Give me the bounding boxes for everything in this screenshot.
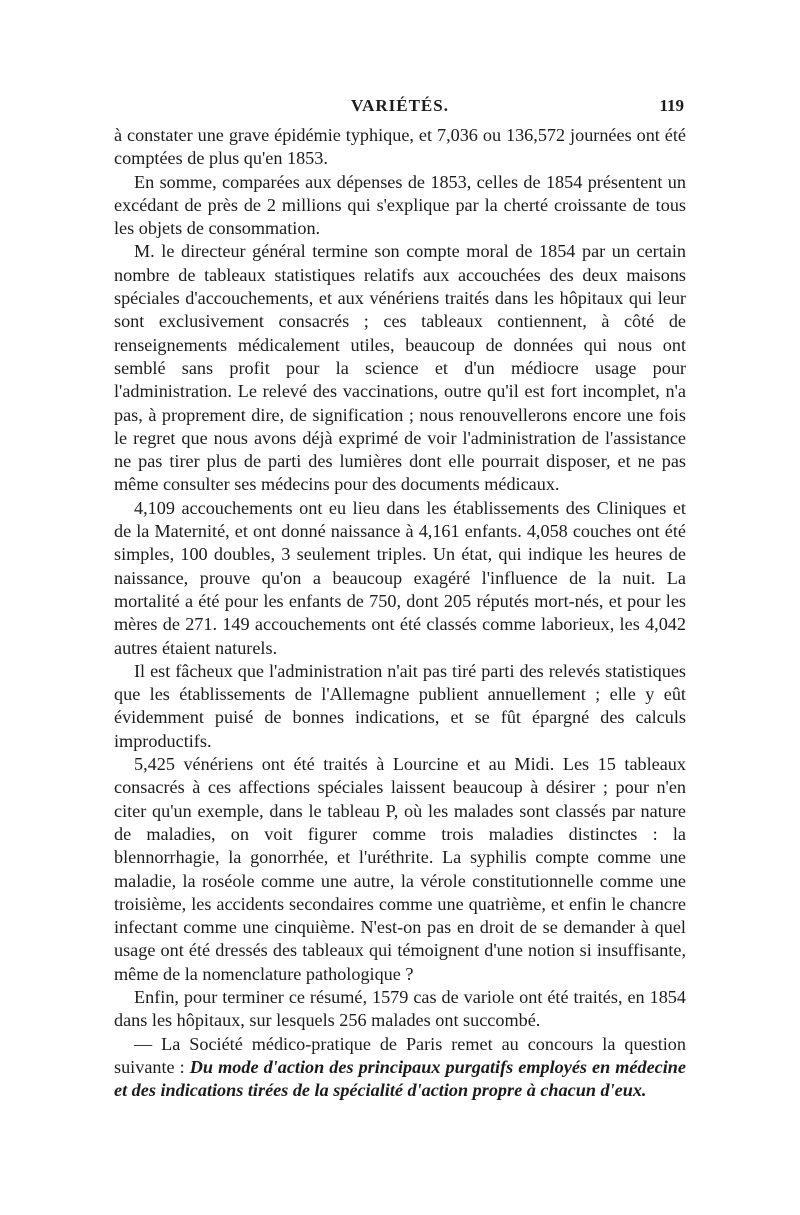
body-text [114,124,686,1102]
page-number: 119 [659,96,684,115]
paragraph-4: 4,109 accouchements ont eu lieu dans les établissements des Cliniques et de la Maternité, et ont donné naissance à 4,161 enfants. 4,058 couches ont été simples, 100 doubles, 3 seulement triples. Un état, qui indique les heures de naissance, prouve qu'on a beaucoup exagéré l'influence de la nuit. La mortalité a été pour les enfants de 750, dont 205 réputés mort-nés, et pour les mères de 271. 149 accouchements ont été classés comme laborieux, les 4,042 autres étaient naturels. [114,497,686,658]
paragraph-8-lead: — La Société médico-pratique de Paris remet au concours la question suivante : [114,1033,686,1077]
paragraph-1: à constater une grave épidémie typhique, et 7,036 ou 136,572 journées ont été comptées de plus qu'en 1853. [114,125,686,169]
running-head: VARIÉTÉS. [351,96,449,115]
paragraph-8 [114,1033,686,1103]
paragraph-3: M. le directeur général termine son compte moral de 1854 par un certain nombre de tableaux statistiques relatifs aux accouchées des deux maisons spéciales d'accouchements, et aux vénériens traités dans les hôpitaux qui leur sont exclusivement consacrés ; ces tableaux contiennent, à côté de renseignements médicalement utiles, beaucoup de données qui nous ont semblé sans profit pour la science et d'un médiocre usage pour l'administration. Le relevé des vaccinations, outre qu'il est fort incomplet, n'a pas, à proprement dire, de signification ; nous renouvellerons encore une fois le regret que nous avons déjà exprimé de voir l'administration de l'assistance ne pas tirer plus de parti des lumières dont elle pourrait disposer, et ne pas même consulter ses médecins pour des documents médicaux. [114,241,686,495]
paragraph-7: Enfin, pour terminer ce résumé, 1579 cas de variole ont été traités, en 1854 dans les hôpitaux, sur lesquels 256 malades ont succombé. [114,986,686,1031]
page-header [114,96,686,124]
page [114,96,686,1102]
paragraph-8-question: Du mode d'action des principaux purgatifs employés en médecine et des indications tirées de la spécialité d'action propre à chacun d'eux. [114,1056,686,1101]
paragraph-6: 5,425 vénériens ont été traités à Lourcine et au Midi. Les 15 tableaux consacrés à ces affections spéciales laissent beaucoup à désirer ; pour n'en citer qu'un exemple, dans le tableau P, où les malades sont classés par nature de maladies, on voit figurer comme trois maladies distinctes : la blennorrhagie, la gonorrhée, et l'uréthrite. La syphilis compte comme une maladie, la roséole comme une autre, la vérole constitutionnelle comme une troisième, les accidents secondaires comme une quatrième, et enfin le chancre infectant comme une cinquième. N'est-on pas en droit de se demander à quel usage ont été dressés des tableaux qui témoignent d'une notion si insuffisante, même de la nomenclature pathologique ? [114,754,686,984]
paragraph-2: En somme, comparées aux dépenses de 1853, celles de 1854 présentent un excédant de près de 2 millions qui s'explique par la cherté croissante de tous les objets de consommation. [114,171,686,239]
paragraph-5: Il est fâcheux que l'administration n'ait pas tiré parti des relevés statistiques que les établissements de l'Allemagne publient annuellement ; elle y eût évidemment puisé de bonnes indications, et se fût épargné des calculs improductifs. [114,660,686,751]
